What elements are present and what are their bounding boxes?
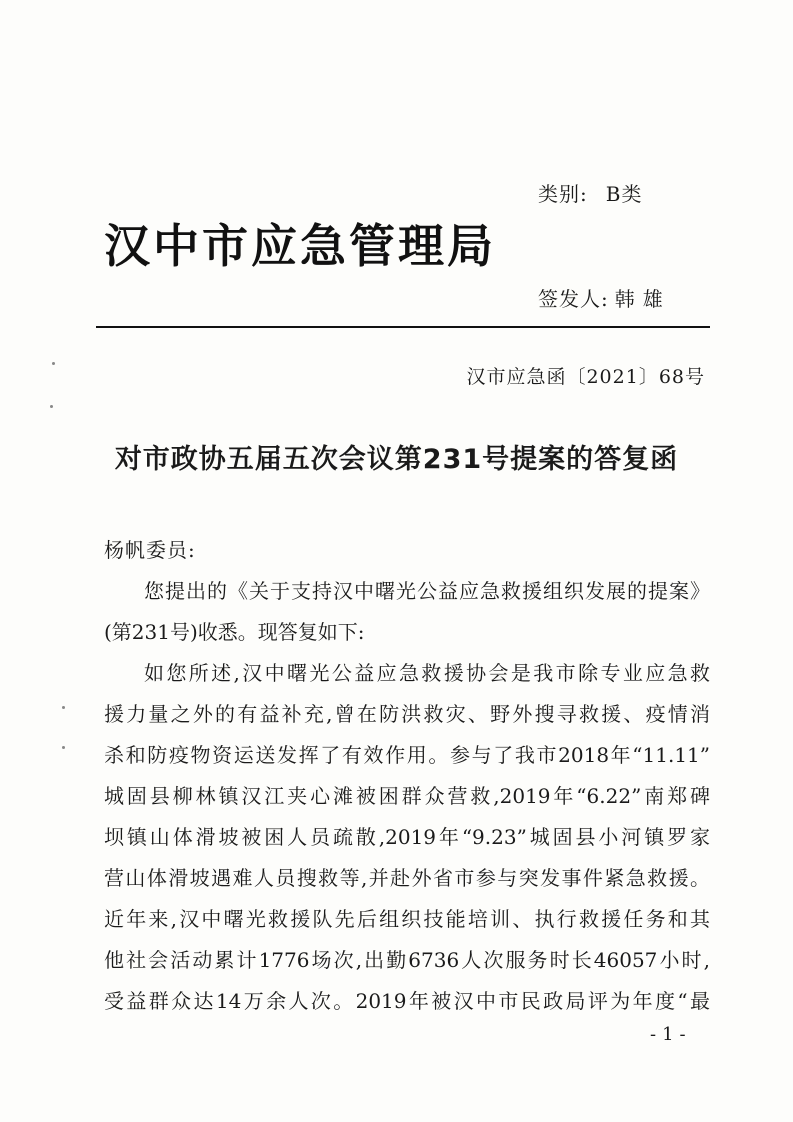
salutation: 杨帆委员: — [104, 538, 196, 562]
document-number: 汉市应急函〔2021〕68号 — [466, 366, 705, 388]
document-signer — [538, 283, 671, 312]
body-line: 他社会活动累计1776场次,出勤6736人次服务时长46057小时, — [104, 948, 710, 972]
body-line: 您提出的《关于支持汉中曙光公益应急救援组织发展的提案》 — [144, 579, 710, 603]
scan-speck — [62, 746, 65, 749]
signer-label: 签发人: — [538, 287, 609, 311]
paragraph-2 — [104, 653, 710, 1022]
document-title: 对市政协五届五次会议第231号提案的答复函 — [114, 444, 679, 475]
category-label: 类别: — [538, 182, 588, 206]
body-line: 近年来,汉中曙光救援队先后组织技能培训、执行救援任务和其 — [104, 907, 710, 931]
signer-name: 韩雄 — [614, 287, 671, 311]
document-body — [104, 530, 710, 1022]
scan-speck — [62, 706, 65, 709]
organization-name: 汉中市应急管理局 — [104, 219, 496, 273]
paragraph-1 — [104, 571, 710, 653]
category-value: B类 — [605, 182, 643, 206]
body-line: 坝镇山体滑坡被困人员疏散,2019年“9.23”城固县小河镇罗家 — [104, 825, 710, 849]
header-divider — [96, 326, 710, 328]
scan-speck — [52, 362, 55, 365]
scan-speck — [50, 405, 53, 408]
body-line: 受益群众达14万余人次。2019年被汉中市民政局评为年度“最 — [104, 989, 710, 1013]
document-category — [538, 178, 642, 207]
body-line: 城固县柳林镇汉江夹心滩被困群众营救,2019年“6.22”南郑碑 — [104, 784, 710, 808]
body-line: 营山体滑坡遇难人员搜救等,并赴外省市参与突发事件紧急救援。 — [104, 866, 710, 890]
page-number: -1- — [650, 1024, 692, 1045]
body-line: (第231号)收悉。现答复如下: — [104, 620, 365, 644]
body-line: 如您所述,汉中曙光公益应急救援协会是我市除专业应急救 — [144, 661, 710, 685]
body-line: 援力量之外的有益补充,曾在防洪救灾、野外搜寻救援、疫情消 — [104, 702, 710, 726]
body-line: 杀和防疫物资运送发挥了有效作用。参与了我市2018年“11.11” — [104, 743, 710, 767]
